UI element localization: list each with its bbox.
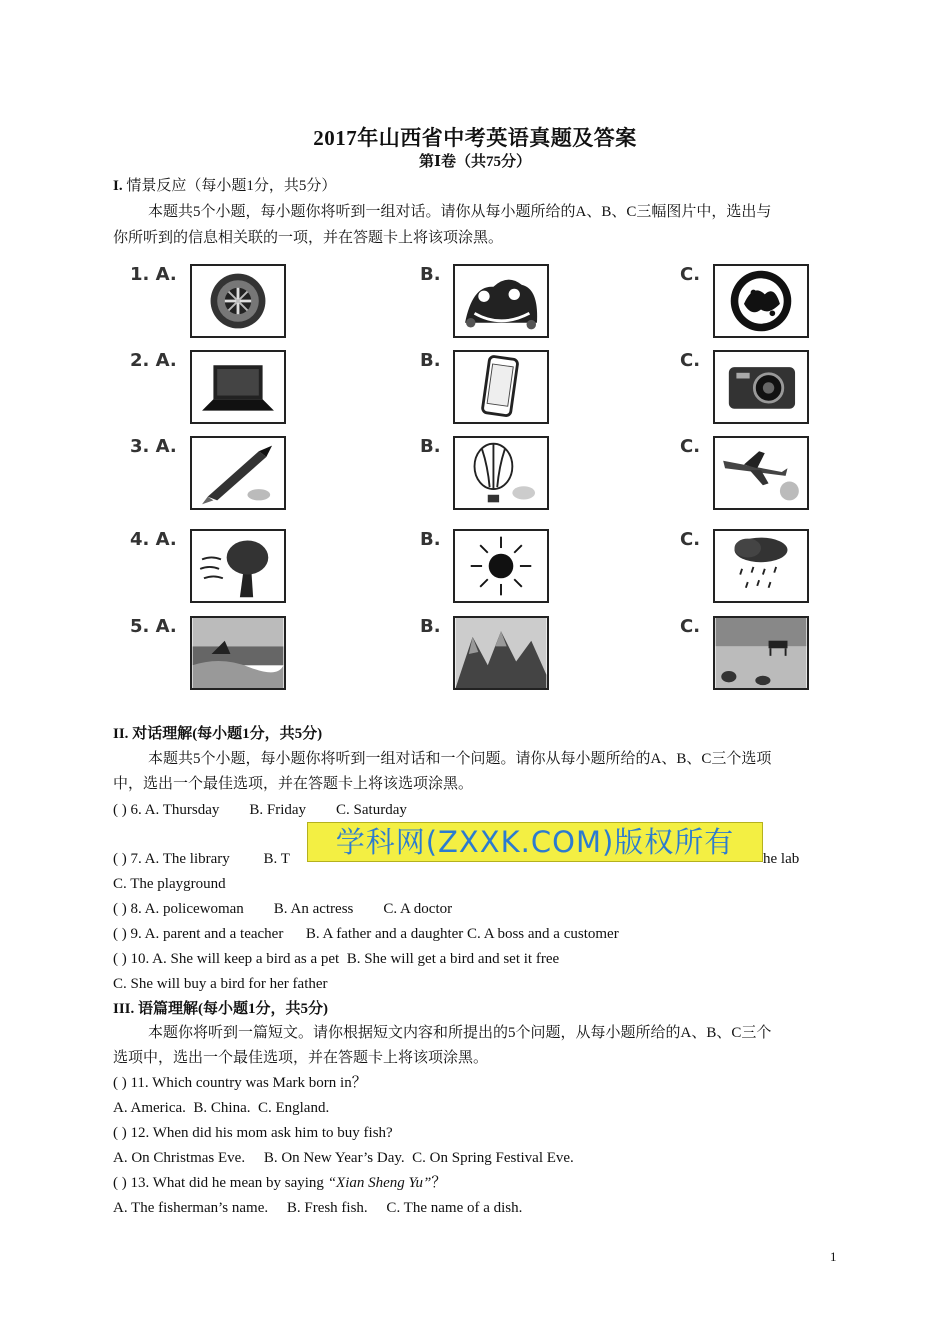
- row5-option-c: C.: [680, 616, 701, 637]
- question-11: ( ) 11. Which country was Mark born in？: [113, 1075, 367, 1091]
- page-title: 2017年山西省中考英语真题及答案: [313, 126, 637, 150]
- section1-instruction-line2: 你所听到的信息相关联的一项，并在答题卡上将该项涂黑。: [113, 230, 504, 246]
- camera-icon: [713, 350, 809, 424]
- lion-dance-icon: [453, 264, 549, 338]
- section3-number: III.: [113, 1001, 135, 1017]
- row1-option-c: C.: [680, 264, 701, 285]
- question-9: ( ) 9. A. parent and a teacher B. A father and a daughter C. A boss and a customer: [113, 926, 619, 942]
- section1-title: 情景反应（每小题1分，共5分）: [126, 178, 337, 194]
- medal-icon: [190, 264, 286, 338]
- question-12-options: A. On Christmas Eve. B. On New Year’s Day. C. On Spring Festival Eve.: [113, 1150, 574, 1166]
- laptop-icon: [190, 350, 286, 424]
- section3-heading: [113, 999, 328, 1019]
- section3-title: 语篇理解(每小题1分，共5分): [138, 1001, 329, 1017]
- question-13-options: A. The fisherman’s name. B. Fresh fish. C. The name of a dish.: [113, 1200, 523, 1216]
- plane-icon: [713, 436, 809, 510]
- question-6: ( ) 6. A. Thursday B. Friday C. Saturday: [113, 802, 407, 818]
- rocket-icon: [190, 436, 286, 510]
- section1-number: I.: [113, 178, 123, 194]
- question-7: ( ) 7. A. The library B. T: [113, 851, 290, 867]
- row2-option-c: C.: [680, 350, 701, 371]
- question-10: ( ) 10. A. She will keep a bird as a pet B. She will get a bird and set it free: [113, 951, 560, 967]
- beach-icon: [190, 616, 286, 690]
- watermark-banner: 学科网(ZXXK.COM)版权所有: [307, 822, 763, 862]
- sunny-icon: [453, 529, 549, 603]
- windy-icon: [190, 529, 286, 603]
- section2-title: 对话理解(每小题1分，共5分): [132, 726, 323, 742]
- row5-number: 5. A.: [130, 616, 177, 637]
- section2-number: II.: [113, 726, 129, 742]
- section2-heading: [113, 724, 322, 744]
- row1-option-b: B.: [420, 264, 441, 285]
- row3-number: 3. A.: [130, 436, 177, 457]
- section2-instruction-line1: 本题共5个小题，每小题你将听到一组对话和一个问题。请你从每小题所给的A、B、C三个选项: [148, 751, 772, 767]
- row3-option-c: C.: [680, 436, 701, 457]
- question-8: ( ) 8. A. policewoman B. An actress C. A doctor: [113, 901, 453, 917]
- page-number: 1: [830, 1249, 837, 1264]
- section2-instruction-line2: 中，选出一个最佳选项，并在答题卡上将该选项涂黑。: [113, 776, 474, 792]
- section3-instruction-line2: 选项中，选出一个最佳选项，并在答题卡上将该项涂黑。: [113, 1050, 489, 1066]
- section1-heading: [113, 176, 336, 196]
- question-11-options: A. America. B. China. C. England.: [113, 1100, 330, 1116]
- balloon-icon: [453, 436, 549, 510]
- paper-cut-icon: [713, 264, 809, 338]
- mountains-icon: [453, 616, 549, 690]
- desert-icon: [713, 616, 809, 690]
- row4-number: 4. A.: [130, 529, 177, 550]
- row2-number: 2. A.: [130, 350, 177, 371]
- question-7-option-c: C. The playground: [113, 876, 226, 892]
- row2-option-b: B.: [420, 350, 441, 371]
- phone-icon: [453, 350, 549, 424]
- question-13: ( ) 13. What did he mean by saying “Xian Sheng Yu”？: [113, 1175, 447, 1191]
- row1-number: 1. A.: [130, 264, 177, 285]
- question-12: ( ) 12. When did his mom ask him to buy fish?: [113, 1125, 393, 1141]
- section3-instruction-line1: 本题你将听到一篇短文。请你根据短文内容和所提出的5个问题，从每小题所给的A、B、C三个: [148, 1025, 772, 1041]
- row4-option-b: B.: [420, 529, 441, 550]
- row5-option-b: B.: [420, 616, 441, 637]
- page-subtitle: 第Ⅰ卷（共75分）: [418, 154, 532, 170]
- question-7-option-c-tail: he lab: [763, 851, 800, 867]
- question-10-option-c: C. She will buy a bird for her father: [113, 976, 328, 992]
- section1-instruction-line1: 本题共5个小题，每小题你将听到一组对话。请你从每小题所给的A、B、C三幅图片中，选出与: [148, 204, 772, 220]
- row3-option-b: B.: [420, 436, 441, 457]
- rainy-icon: [713, 529, 809, 603]
- row4-option-c: C.: [680, 529, 701, 550]
- question-13-quote: “Xian Sheng Yu”: [327, 1175, 432, 1191]
